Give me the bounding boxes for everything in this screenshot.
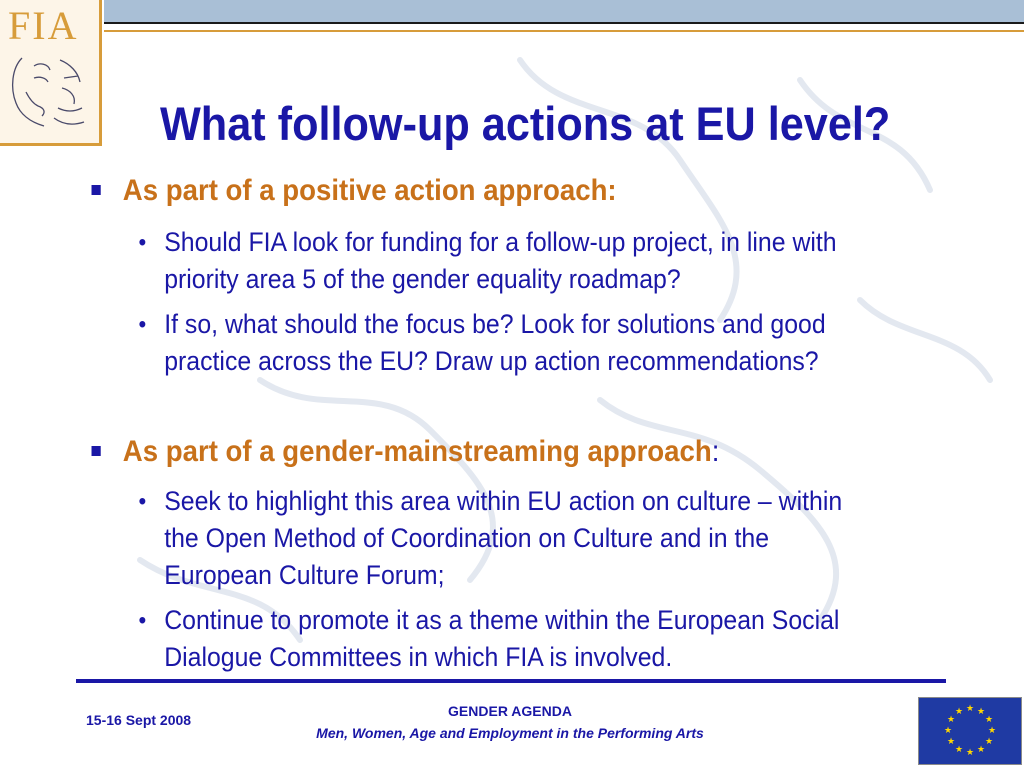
section-heading-suffix: : [711,435,720,468]
dot-bullet-icon: • [138,607,147,634]
slide-content [86,172,966,676]
svg-text:★: ★ [965,704,975,714]
svg-text:★: ★ [984,715,994,725]
eu-flag-icon [918,697,1022,765]
footer-caption [250,700,770,744]
footer-subtitle: Men, Women, Age and Employment in the Performing Arts [316,725,704,741]
list-item-text: Seek to highlight this area within EU action on culture – within the Open Method of Coordination on Culture and in the European Culture Forum; [164,486,843,590]
section-heading [86,433,896,471]
svg-text:★: ★ [965,748,975,758]
logo-text: FIA [8,3,79,48]
fia-face-logo [4,48,96,138]
eu-stars [919,698,1021,764]
svg-text:★: ★ [976,745,986,755]
list-item-text: Should FIA look for funding for a follow-up project, in line with priority area 5 of the gender equality roadmap? [164,227,837,294]
fia-logo [0,0,102,146]
square-bullet-icon [92,446,101,456]
svg-text:★: ★ [946,715,956,725]
section-heading [86,172,896,210]
list-item-text: If so, what should the focus be? Look for solutions and good practice across the EU? Draw up action recommendations? [164,309,826,376]
dot-bullet-icon: • [138,311,147,338]
svg-text:★: ★ [984,737,994,747]
svg-text:★: ★ [954,707,964,717]
svg-text:★: ★ [954,745,964,755]
section-heading-text: As part of a positive action approach: [122,174,617,207]
list-item [86,602,877,676]
list-item [86,483,877,594]
svg-text:★: ★ [976,707,986,717]
list-item [86,306,877,380]
footer-title: GENDER AGENDA [448,703,572,719]
footer-date: 15-16 Sept 2008 [86,712,192,728]
svg-text:★: ★ [946,737,956,747]
square-bullet-icon [92,185,101,195]
svg-text:★: ★ [943,726,953,736]
list-item-text: Continue to promote it as a theme within the European Social Dialogue Committees in which FIA is involved. [164,605,840,672]
top-accent-line [104,30,1024,32]
list-item [86,224,877,298]
section-heading-text: As part of a gender-mainstreaming approach [122,435,712,468]
dot-bullet-icon: • [138,229,147,256]
footer-divider [76,679,946,683]
svg-text:★: ★ [987,726,997,736]
slide-title: What follow-up actions at EU level? [160,97,891,150]
top-banner [104,0,1024,24]
dot-bullet-icon: • [138,488,147,515]
